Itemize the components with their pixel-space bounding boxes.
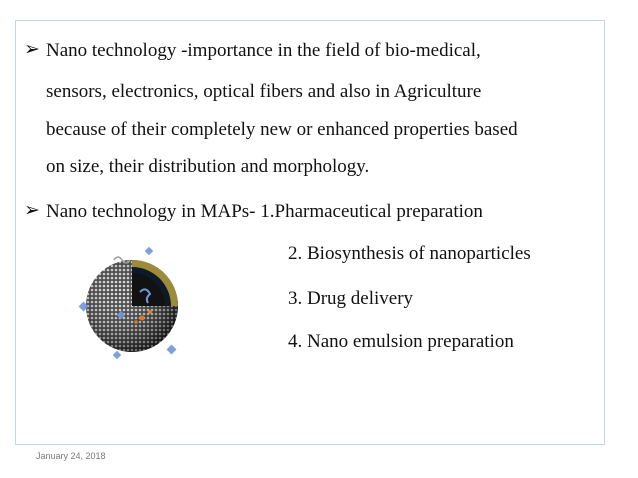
bullet-1-line-4: on size, their distribution and morphology.: [46, 156, 370, 177]
bullet-1-line-1: Nano technology -importance in the field of bio-medical,: [46, 40, 481, 61]
sub-item-4: 4. Nano emulsion preparation: [288, 331, 514, 352]
nanoparticle-figure: [74, 240, 184, 365]
bullet-2-line-1: Nano technology in MAPs- 1.Pharmaceutical preparation: [46, 201, 483, 222]
arrow-bullet-icon: ➢: [24, 200, 40, 221]
sub-item-2: 2. Biosynthesis of nanoparticles: [288, 243, 531, 264]
bullet-1-line-3: because of their completely new or enhanced properties based: [46, 119, 518, 140]
bullet-1-line-2: sensors, electronics, optical fibers and also in Agriculture: [46, 81, 482, 102]
footer-date: January 24, 2018: [36, 451, 106, 461]
arrow-bullet-icon: ➢: [24, 39, 40, 60]
sub-item-3: 3. Drug delivery: [288, 288, 414, 309]
